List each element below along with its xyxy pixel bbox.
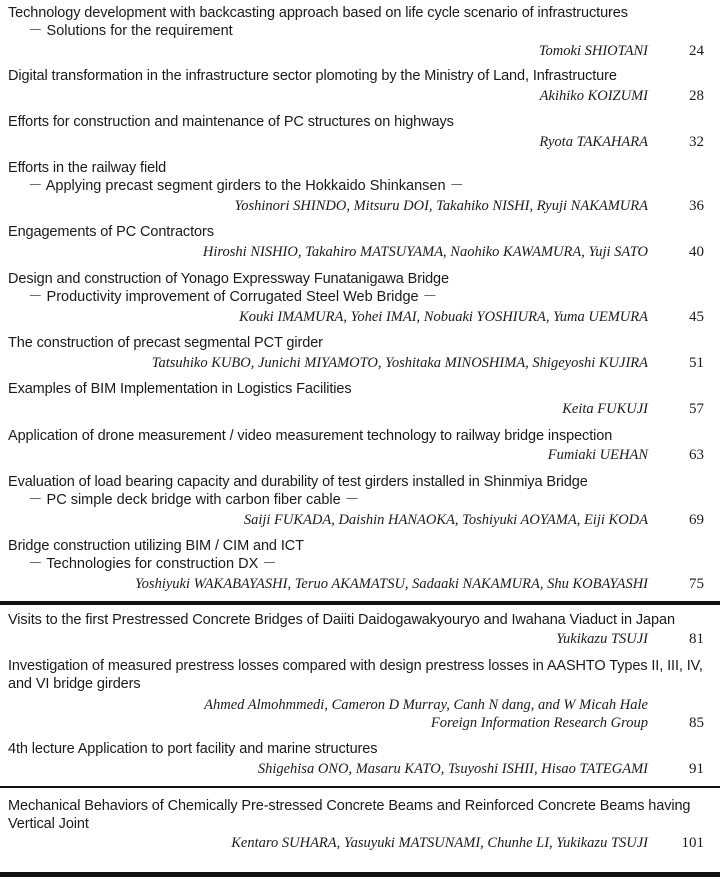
entry-page: 28 [689,88,704,104]
section-divider [0,872,720,877]
entry-page: 45 [689,309,704,325]
entry-title: Efforts for construction and maintenance of PC structures on highways [8,114,454,130]
entry-authors: Tatsuhiko KUBO, Junichi MIYAMOTO, Yoshitaka MINOSHIMA, Shigeyoshi KUJIRA [151,355,648,371]
entry-title: Design and construction of Yonago Expressway Funatanigawa Bridge [8,271,449,287]
entry-page: 51 [689,355,704,371]
entry-subtitle: － Solutions for the requirement [28,23,233,39]
entry-authors: Yukikazu TSUJI [556,631,648,647]
entry-title: Bridge construction utilizing BIM / CIM and ICT [8,538,304,554]
entry-page: 57 [689,401,704,417]
entry-authors: Shigehisa ONO, Masaru KATO, Tsuyoshi ISHII, Hisao TATEGAMI [257,761,648,777]
entry-title: The construction of precast segmental PCT girder [8,335,323,351]
entry-subtitle: － PC simple deck bridge with carbon fiber cable － [28,492,360,508]
entry-title: 4th lecture Application to port facility and marine structures [8,741,378,757]
entry-title: Efforts in the railway field [8,160,167,176]
entry-subtitle: － Technologies for construction DX － [28,556,277,572]
entry-subtitle: － Applying precast segment girders to the Hokkaido Shinkansen － [28,178,465,194]
entry-title: Evaluation of load bearing capacity and durability of test girders installed in Shinmiya Bridge [8,474,588,490]
entry-title: Visits to the first Prestressed Concrete Bridges of Daiiti Daidogawakyouryo and Iwahana Viaduct in Japan [8,612,675,628]
entry-page: 69 [689,512,704,528]
entry-authors: Saiji FUKADA, Daishin HANAOKA, Toshiyuki AOYAMA, Eiji KODA [243,512,648,528]
entry-authors: Akihiko KOIZUMI [539,88,648,104]
entry-authors: Tomoki SHIOTANI [538,43,648,59]
entry-subtitle: － Productivity improvement of Corrugated Steel Web Bridge － [28,289,438,305]
entry-authors: Keita FUKUJI [562,401,648,417]
entry-authors: Yoshiyuki WAKABAYASHI, Teruo AKAMATSU, Sadaaki NAKAMURA, Shu KOBAYASHI [134,576,648,592]
entry-authors: Kentaro SUHARA, Yasuyuki MATSUNAMI, Chunhe LI, Yukikazu TSUJI [231,835,648,851]
section-divider [0,601,720,605]
section-divider [0,786,720,788]
entry-page: 91 [689,761,704,777]
entry-page: 40 [689,244,704,260]
entry-page: 85 [689,715,704,731]
entry-authors: Yoshinori SHINDO, Mitsuru DOI, Takahiko NISHI, Ryuji NAKAMURA [234,198,648,214]
entry-page: 81 [689,631,704,647]
entry-authors: Kouki IMAMURA, Yohei IMAI, Nobuaki YOSHIURA, Yuma UEMURA [239,309,648,325]
entry-authors: Ahmed Almohmmedi, Cameron D Murray, Canh N dang, and W Micah Hale [204,697,648,713]
entry-title: Digital transformation in the infrastructure sector plomoting by the Ministry of Land, Infrastructure [8,68,617,84]
entry-page: 101 [681,835,704,851]
entry-page: 24 [689,43,704,59]
entry-title: Engagements of PC Contractors [8,224,214,240]
entry-page: 75 [689,576,704,592]
entry-page: 36 [689,198,704,214]
entry-page: 32 [689,134,704,150]
entry-authors-group: Foreign Information Research Group [430,715,648,731]
entry-authors: Fumiaki UEHAN [547,447,648,463]
entry-title: Application of drone measurement / video measurement technology to railway bridge inspection [8,428,613,444]
entry-title: Technology development with backcasting approach based on life cycle scenario of infrastructures [8,5,628,21]
entry-page: 63 [689,447,704,463]
entry-title: Mechanical Behaviors of Chemically Pre-stressed Concrete Beams and Reinforced Concrete Beams having Vertical Joint [8,798,691,832]
entry-authors: Ryota TAKAHARA [539,134,648,150]
entry-title: Investigation of measured prestress losses compared with design prestress losses in AASHTO Types II, III, IV, and VI bridge girders [8,658,703,692]
entry-authors: Hiroshi NISHIO, Takahiro MATSUYAMA, Naohiko KAWAMURA, Yuji SATO [202,244,648,260]
entry-title: Examples of BIM Implementation in Logistics Facilities [8,381,352,397]
